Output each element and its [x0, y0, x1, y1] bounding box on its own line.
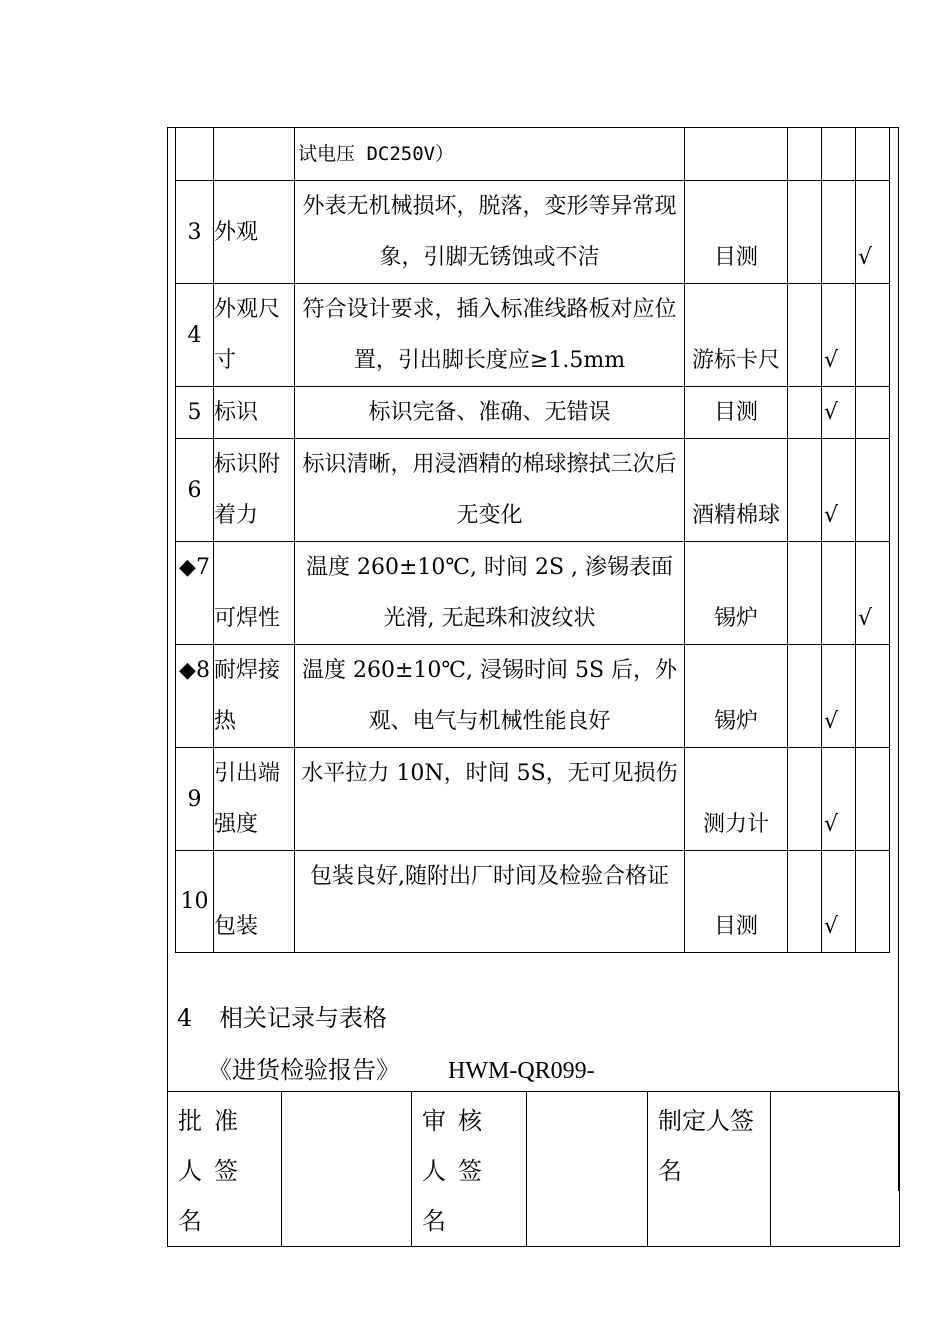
approver-label: 批准人签名 [168, 1092, 282, 1247]
requirement: 水平拉力 10N，时间 5S，无可见损伤 [295, 748, 685, 851]
check-cell [856, 645, 890, 748]
item-name: 外观 [214, 181, 295, 284]
inspection-tool: 游标卡尺 [685, 284, 788, 387]
table-row [176, 645, 890, 748]
check-cell [788, 542, 822, 645]
table-row [176, 542, 890, 645]
check-cell: √ [822, 387, 856, 439]
inspection-tool: 目测 [685, 851, 788, 953]
inspection-table [175, 127, 890, 953]
item-name: 引出端强度 [214, 748, 295, 851]
row-number: 10 [176, 851, 214, 953]
record-name: 《进货检验报告》 [208, 1056, 400, 1084]
table-row [176, 284, 890, 387]
check-cell [788, 128, 822, 181]
section-heading [177, 998, 387, 1033]
table-row [176, 128, 890, 181]
check-cell [856, 748, 890, 851]
check-cell: √ [822, 439, 856, 542]
requirement: 符合设计要求，插入标准线路板对应位置，引出脚长度应≥1.5mm [295, 284, 685, 387]
check-cell [822, 181, 856, 284]
reviewer-label: 审核人签名 [412, 1092, 527, 1247]
check-cell: √ [822, 284, 856, 387]
item-name [214, 128, 295, 181]
check-cell [856, 851, 890, 953]
item-name: 耐焊接热 [214, 645, 295, 748]
check-cell [788, 439, 822, 542]
table-row [176, 851, 890, 953]
row-number [176, 128, 214, 181]
item-name: 包装 [214, 851, 295, 953]
check-cell: √ [856, 181, 890, 284]
item-name: 外观尺寸 [214, 284, 295, 387]
table-row [176, 439, 890, 542]
check-cell: √ [822, 748, 856, 851]
item-name: 标识附着力 [214, 439, 295, 542]
inspection-tool: 锡炉 [685, 542, 788, 645]
check-cell [856, 128, 890, 181]
check-cell [788, 284, 822, 387]
requirement: 包装良好,随附出厂时间及检验合格证 [295, 851, 685, 953]
section-number: 4 [177, 1004, 193, 1032]
check-cell [788, 645, 822, 748]
row-number: 3 [176, 181, 214, 284]
check-cell [856, 439, 890, 542]
table-row [176, 181, 890, 284]
check-cell [788, 387, 822, 439]
check-cell [856, 387, 890, 439]
check-cell: √ [822, 851, 856, 953]
requirement: 温度 260±10℃, 时间 2S , 渗锡表面光滑, 无起珠和波纹状 [295, 542, 685, 645]
reviewer-signature-field[interactable] [527, 1092, 648, 1247]
preparer-label: 制定人签名 [648, 1092, 771, 1247]
check-cell [788, 748, 822, 851]
requirement: 标识清晰，用浸酒精的棉球擦拭三次后无变化 [295, 439, 685, 542]
check-cell [788, 181, 822, 284]
requirement: 温度 260±10℃, 浸锡时间 5S 后，外观、电气与机械性能良好 [295, 645, 685, 748]
item-name: 标识 [214, 387, 295, 439]
item-name: 可焊性 [214, 542, 295, 645]
check-cell [822, 542, 856, 645]
inspection-tool [685, 128, 788, 181]
inspection-tool: 锡炉 [685, 645, 788, 748]
requirement: 标识完备、准确、无错误 [295, 387, 685, 439]
row-number: 9 [176, 748, 214, 851]
section-title: 相关记录与表格 [219, 1004, 387, 1032]
check-cell [788, 851, 822, 953]
signature-table [167, 1091, 900, 1247]
row-number: 4 [176, 284, 214, 387]
approver-signature-field[interactable] [282, 1092, 412, 1247]
preparer-signature-field[interactable] [771, 1092, 900, 1247]
signature-row [168, 1092, 900, 1247]
check-cell: √ [856, 542, 890, 645]
record-code: HWM-QR099- [448, 1058, 595, 1084]
record-line [208, 1050, 595, 1085]
inspection-tool: 测力计 [685, 748, 788, 851]
table-row [176, 748, 890, 851]
requirement: 试电压 DC250V） [295, 128, 685, 181]
check-cell: √ [822, 645, 856, 748]
inspection-tool: 目测 [685, 387, 788, 439]
inspection-tool: 目测 [685, 181, 788, 284]
table-row [176, 387, 890, 439]
row-number: ◆8 [176, 645, 214, 748]
row-number: 5 [176, 387, 214, 439]
check-cell [856, 284, 890, 387]
row-number: 6 [176, 439, 214, 542]
row-number: ◆7 [176, 542, 214, 645]
requirement: 外表无机械损坏，脱落，变形等异常现象，引脚无锈蚀或不洁 [295, 181, 685, 284]
inspection-tool: 酒精棉球 [685, 439, 788, 542]
check-cell [822, 128, 856, 181]
